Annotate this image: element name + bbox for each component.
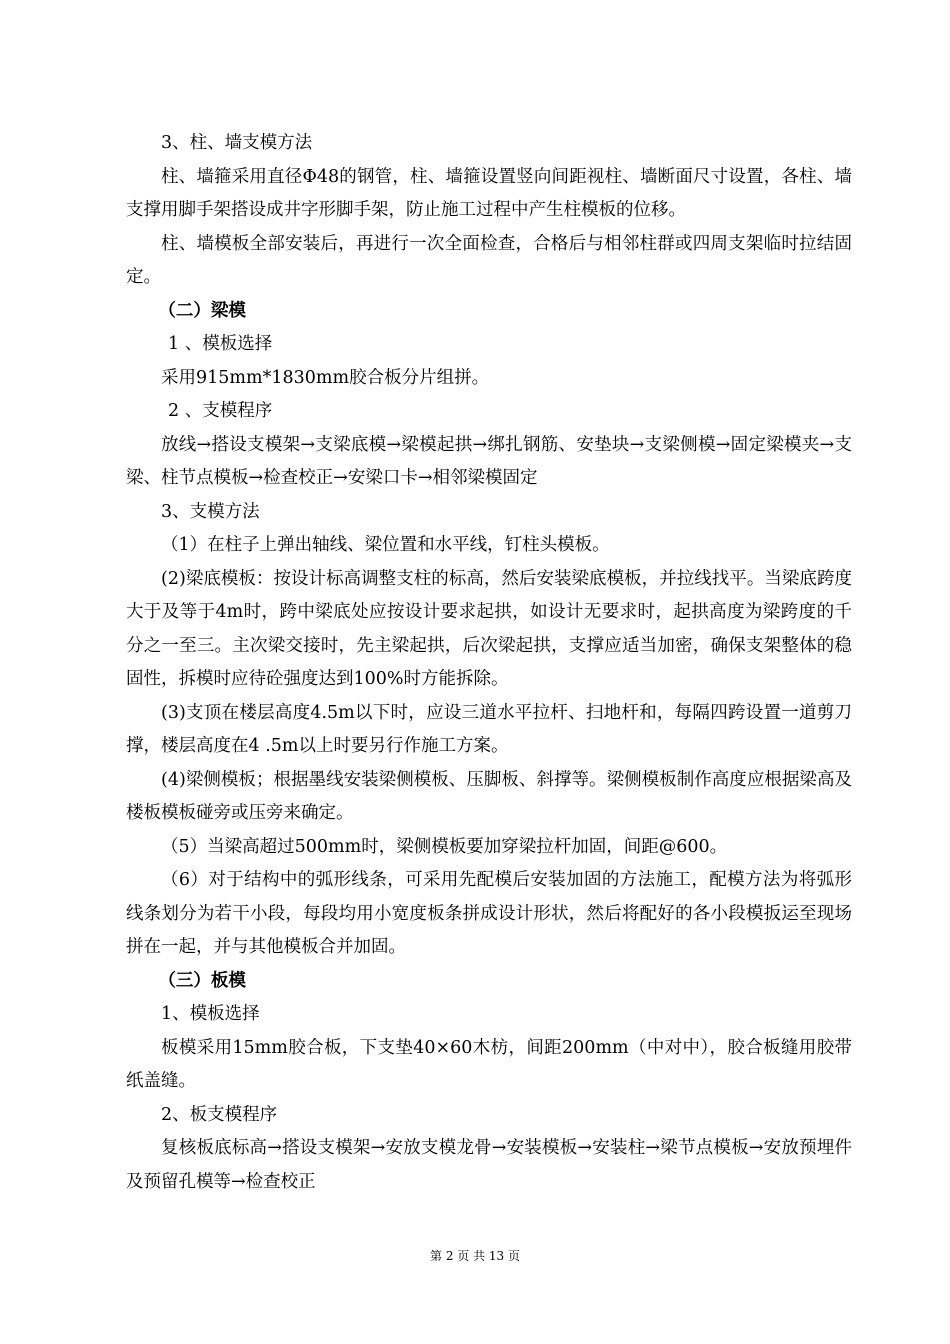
paragraph: (3)支顶在楼层高度4.5m以下时，应设三道水平拉杆、扫地杆和，每隔四跨设置一道剪刀撑，楼层高度在4 .5m以上时要另行作施工方案。 — [126, 702, 852, 756]
paragraph: 柱、墙箍采用直径Φ48的钢管，柱、墙箍设置竖向间距视柱、墙断面尺寸设置，各柱、墙支撑用脚手架搭设成井字形脚手架，防止施工过程中产生柱模板的位移。 — [126, 166, 852, 220]
paragraph: (2)梁底模板：按设计标高调整支柱的标高，然后安装梁底模板，并拉线找平。当梁底跨度大于及等于4m时，跨中梁底处应按设计要求起拱，如设计无要求时，起拱高度为梁跨度的千分之一至三。主次梁交接时，先主梁起拱，后次梁起拱，支撑应适当加密，确保支架整体的稳固性，拆模时应待砼强度达到100%时方能拆除。 — [126, 568, 852, 689]
section-heading: （二）梁模 — [158, 300, 246, 321]
paragraph: （6）对于结构中的弧形线条，可采用先配模后安装加固的方法施工，配模方法为将弧形线条划分为若干小段，每段均用小宽度板条拼成设计形状，然后将配好的各小段模扳运至现场拼在一起，并与其他模板合并加固。 — [126, 870, 852, 957]
subsection-heading: 1、模板选择 — [161, 1004, 260, 1024]
paragraph: 柱、墙模板全部安装后，再进行一次全面检查，合格后与相邻柱群或四周支架临时拉结固定。 — [126, 233, 852, 287]
subsection-heading: 1 、模板选择 — [168, 334, 273, 354]
paragraph: （5）当梁高超过500mm时，梁侧模板要加穿梁拉杆加固，间距@600。 — [161, 836, 728, 857]
paragraph: (4)梁侧模板；根据墨线安装梁侧模板、压脚板、斜撑等。梁侧模板制作高度应根据梁高及楼板模板碰旁或压旁来确定。 — [126, 769, 852, 823]
subsection-heading: 2、板支模程序 — [161, 1104, 278, 1125]
paragraph: 复核板底标高→搭设支模架→安放支模龙骨→安装模板→安装柱→梁节点模板→安放预埋件及预留孔模等→检查校正 — [126, 1138, 852, 1192]
subsection-heading: 3、支模方法 — [161, 501, 260, 522]
paragraph: 3、柱、墙支模方法 — [161, 133, 313, 153]
paragraph: 采用915mm*1830mm胶合板分片组拼。 — [161, 367, 490, 388]
section-heading: （三）板模 — [158, 970, 246, 991]
paragraph: 放线→搭设支模架→支梁底模→梁模起拱→绑扎钢筋、安垫块→支梁侧模→固定梁模夹→支梁、柱节点模板→检查校正→安梁口卡→相邻梁模固定 — [126, 434, 852, 488]
page-footer: 第 2 页 共 13 页 — [430, 1249, 520, 1263]
document-body — [126, 127, 852, 1199]
paragraph: 板模采用15mm胶合板，下支垫40×60木枋，间距200mm（中对中），胶合板缝用胶带纸盖缝。 — [126, 1037, 852, 1091]
subsection-heading: 2 、支模程序 — [168, 401, 273, 421]
paragraph: （1）在柱子上弹出轴线、梁位置和水平线，钉柱头模板。 — [161, 535, 610, 555]
